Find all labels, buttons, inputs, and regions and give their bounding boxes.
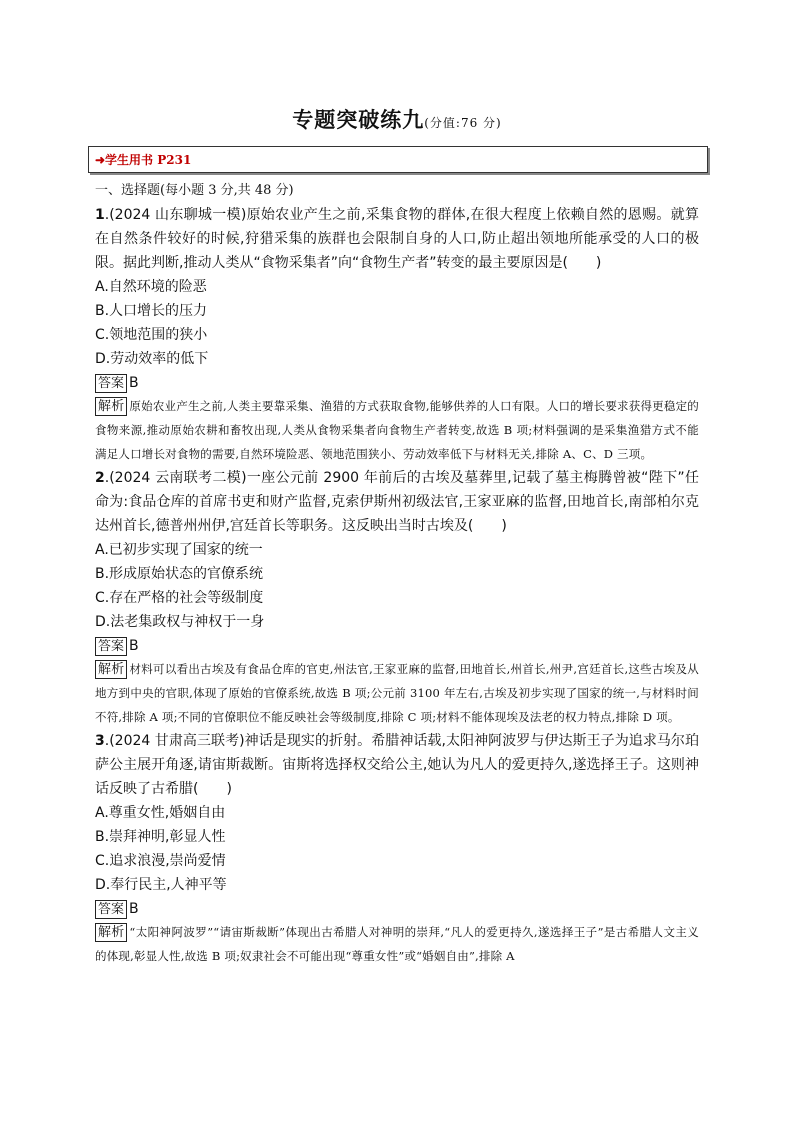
analysis-tag: 解析 bbox=[95, 397, 127, 416]
option-b: B.人口增长的压力 bbox=[95, 303, 208, 319]
analysis-tag: 解析 bbox=[95, 923, 127, 942]
question-3-stem bbox=[95, 729, 699, 801]
option-c: C.领地范围的狭小 bbox=[95, 327, 208, 343]
question-text: .(2024 山东聊城一模)原始农业产生之前,采集食物的群体,在很大程度上依赖自然的恩赐。就算在自然条件较好的时候,狩猎采集的族群也会限制自身的人口,防止超出领地所能承受的人口的极限。据此判断,推动人类从“食物采集者”向“食物生产者”转变的最主要原因是( ) bbox=[95, 207, 699, 271]
section-heading: 一、选择题(每小题 3 分,共 48 分) bbox=[95, 183, 294, 198]
question-1-stem bbox=[95, 203, 699, 275]
answer-value: B bbox=[129, 375, 139, 391]
option-b: B.崇拜神明,彰显人性 bbox=[95, 829, 226, 845]
question-number: 1 bbox=[95, 207, 105, 223]
question-2-stem bbox=[95, 466, 699, 538]
analysis-text: “太阳神阿波罗”“请宙斯裁断”体现出古希腊人对神明的崇拜,“凡人的爱更持久,遂选择王子”是古希腊人文主义的体现,彰显人性,故选 B 项;奴隶社会不可能出现“尊重女性”或“婚姻自由”,排除 A bbox=[95, 925, 699, 963]
option-c: C.存在严格的社会等级制度 bbox=[95, 590, 264, 606]
option-d: D.法老集政权与神权于一身 bbox=[95, 614, 265, 630]
answer-tag: 答案 bbox=[95, 637, 127, 656]
answer-tag: 答案 bbox=[95, 900, 127, 919]
option-a: A.自然环境的险恶 bbox=[95, 279, 207, 295]
answer-value: B bbox=[129, 901, 139, 917]
answer-value: B bbox=[129, 638, 139, 654]
student-book-page-ref: ➜学生用书 P231 bbox=[95, 153, 192, 167]
option-c: C.追求浪漫,崇尚爱情 bbox=[95, 853, 226, 869]
analysis-text: 材料可以看出古埃及有食品仓库的官吏,州法官,王家亚麻的监督,田地首长,州首长,州尹,宫廷首长,这些古埃及从地方到中央的官职,体现了原始的官僚系统,故选 B 项;公元前 3100 年左右,古埃及初步实现了国家的统一,与材料时间不符,排除 A 项;不同的官僚职位不能反映社会等级制度,排除 C 项;材料不能体现埃及法老的权力特点,排除 D 项。 bbox=[95, 662, 699, 724]
answer-line bbox=[95, 898, 699, 920]
analysis-block bbox=[95, 657, 699, 729]
student-book-reference-bar bbox=[88, 146, 708, 173]
question-number: 3 bbox=[95, 733, 105, 749]
analysis-block bbox=[95, 920, 699, 968]
option-d: D.劳动效率的低下 bbox=[95, 351, 209, 367]
page-title bbox=[0, 104, 794, 134]
option-b: B.形成原始状态的官僚系统 bbox=[95, 566, 264, 582]
exercise-content bbox=[95, 179, 699, 968]
answer-line bbox=[95, 635, 699, 657]
analysis-text: 原始农业产生之前,人类主要靠采集、渔猎的方式获取食物,能够供养的人口有限。人口的增长要求获得更稳定的食物来源,推动原始农耕和畜牧出现,人类从食物采集者向食物生产者转变,故选 B 项;材料强调的是采集渔猎方式不能满足人口增长对食物的需要,自然环境险恶、领地范围狭小、劳动效率低下与材料无关,排除 A、C、D 三项。 bbox=[95, 399, 699, 461]
analysis-block bbox=[95, 394, 699, 466]
question-text: .(2024 甘肃高三联考)神话是现实的折射。希腊神话载,太阳神阿波罗与伊达斯王子为追求马尔珀萨公主展开角逐,请宙斯裁断。宙斯将选择权交给公主,她认为凡人的爱更持久,遂选择王子。这则神话反映了古希腊( ) bbox=[95, 733, 699, 797]
option-a: A.尊重女性,婚姻自由 bbox=[95, 805, 226, 821]
option-a: A.已初步实现了国家的统一 bbox=[95, 542, 263, 558]
answer-tag: 答案 bbox=[95, 374, 127, 393]
score-note: (分值:76 分) bbox=[424, 116, 502, 130]
option-d: D.奉行民主,人神平等 bbox=[95, 877, 227, 893]
question-number: 2 bbox=[95, 470, 105, 486]
analysis-tag: 解析 bbox=[95, 660, 127, 679]
title-text: 专题突破练九 bbox=[292, 108, 425, 132]
question-text: .(2024 云南联考二模)一座公元前 2900 年前后的古埃及墓葬里,记载了墓主梅腾曾被“陛下”任命为:食品仓库的首席书吏和财产监督,克索伊斯州初级法官,王家亚麻的监督,田地首长,南部柏尔克达州首长,德普州州伊,宫廷首长等职务。这反映出当时古埃及( ) bbox=[95, 470, 699, 534]
answer-line bbox=[95, 372, 699, 394]
